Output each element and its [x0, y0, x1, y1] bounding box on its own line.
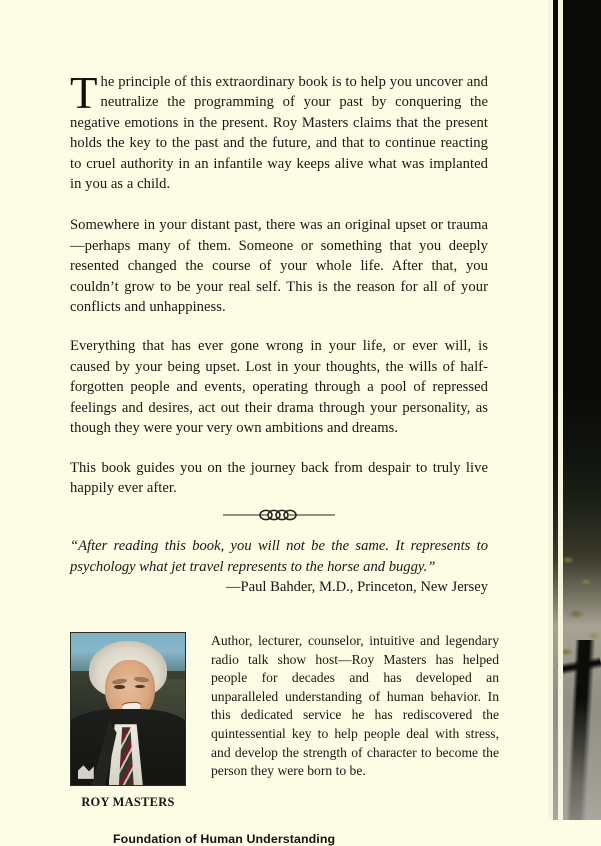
braided-knot-icon — [223, 508, 335, 522]
author-photo — [70, 632, 186, 786]
spine-bottom-margin — [548, 820, 601, 846]
author-photo-caption: ROY MASTERS — [81, 795, 175, 809]
back-cover-paragraph-1 — [70, 68, 488, 194]
drop-cap-letter: T — [70, 68, 98, 118]
testimonial-quote: “After reading this book, you will not be the same. It represents to psychology what jet travel represents to the horse and buggy.” — [70, 538, 488, 575]
cover-gutter-line-left — [548, 0, 553, 820]
cover-gutter-line-right — [558, 0, 563, 820]
spine-wrap-area — [548, 0, 601, 846]
photo-eye-left — [114, 685, 124, 689]
back-cover-text-column — [70, 68, 488, 517]
author-photo-column — [70, 632, 190, 810]
paragraph-1-text: he principle of this extraordinary book is to help you uncover and neutralize the programming of your past by conquering the negative emotions in the present. Roy Masters claims that the present holds the key to the past and the future, and that to continue reacting to cruel authority in an infantile way keeps alive what was implanted in you as a child. — [70, 74, 488, 193]
ornament-divider — [70, 505, 488, 525]
testimonial-attribution: —Paul Bahder, M.D., Princeton, New Jersey — [225, 579, 488, 596]
author-biography: Author, lecturer, counselor, intuitive and legendary radio talk show host—Roy Masters has helped people for decades and has developed an unparalleled understanding of human behavior. In this dedicated service he has rediscovered the quintessential key to help people deal with stress, and develop the strength of character to become the person they were born to be. — [211, 633, 499, 779]
testimonial-block — [70, 536, 488, 598]
back-cover-paragraph-4: This book guides you on the journey back from despair to truly live happily ever after. — [70, 459, 488, 496]
publisher-imprint: Foundation of Human Understanding — [113, 832, 336, 846]
back-cover-paragraph-2: Somewhere in your distant past, there was an original upset or trauma—perhaps many of them. Someone or something that you deeply resented changed the course of your whole life. After that, you couldn’t grow to be your real self. This is the reason for all of your conflicts and unhappiness. — [70, 217, 488, 316]
back-cover-paragraph-3: Everything that has ever gone wrong in your life, or ever will, is caused by your being upset. Lost in your thoughts, the wills of half-forgotten people and events, operating through a pool of repressed feelings and desires, act out their drama through your personality, as though they were your very own ambitions and dreams. — [70, 338, 488, 437]
